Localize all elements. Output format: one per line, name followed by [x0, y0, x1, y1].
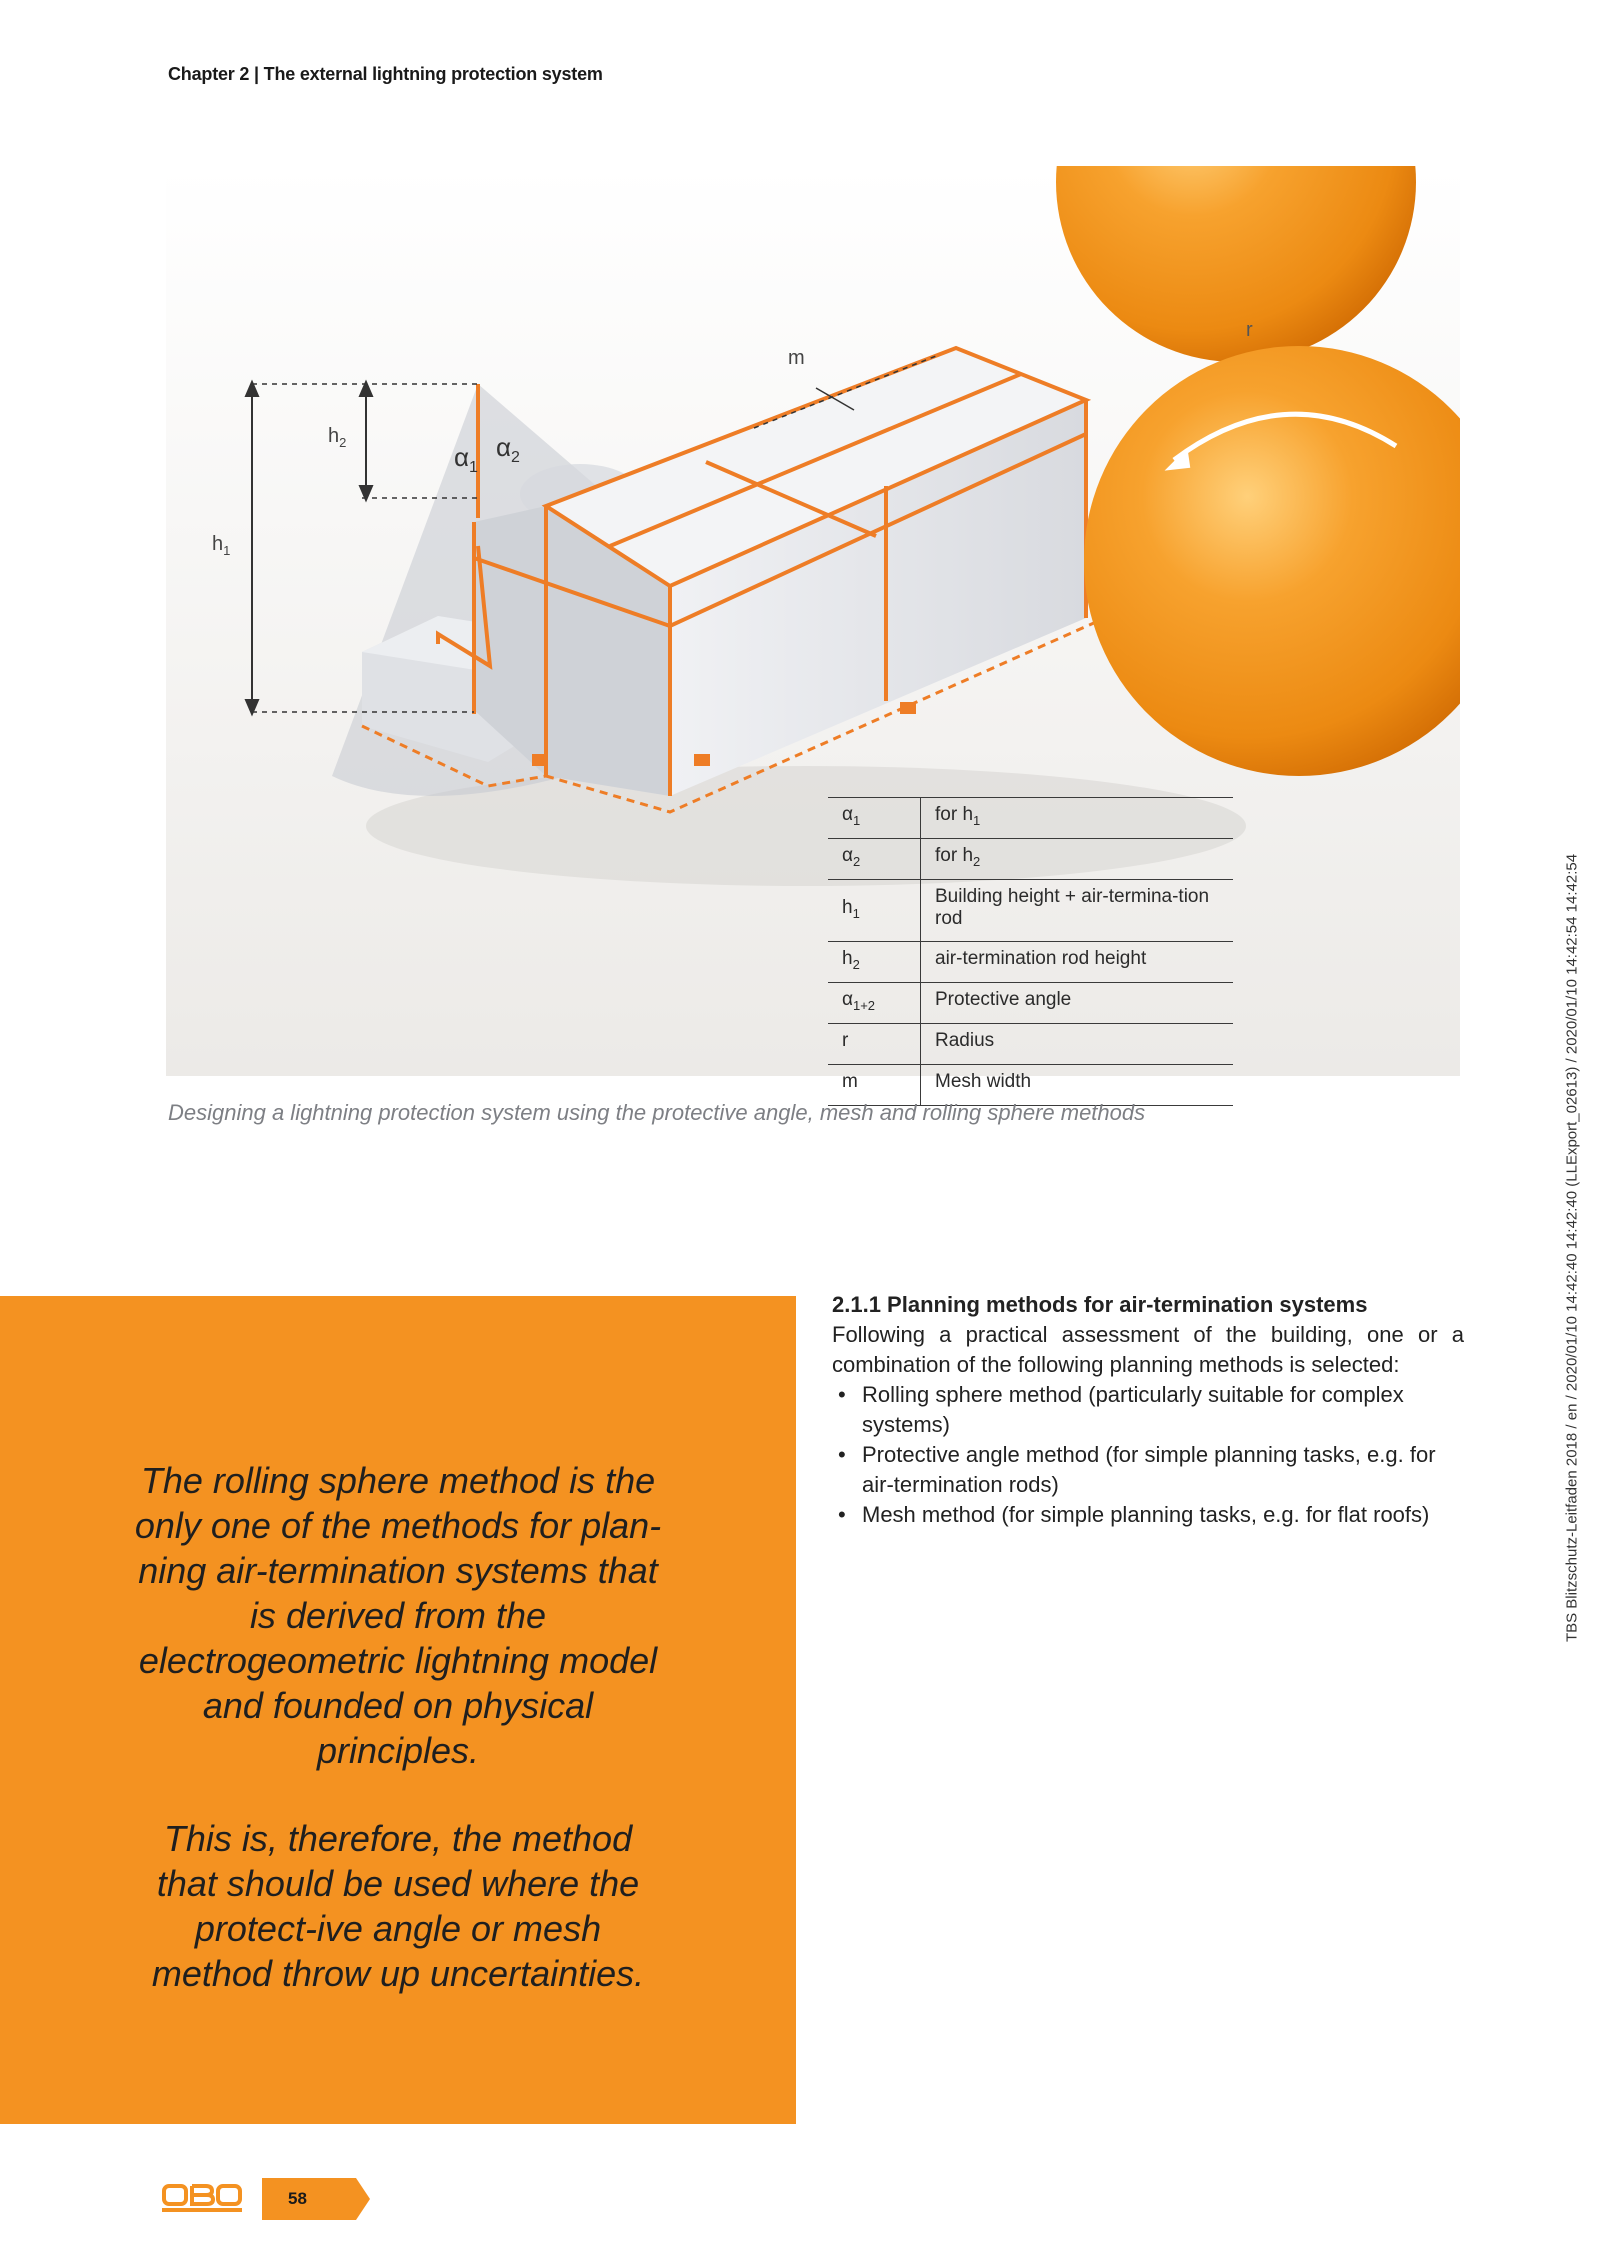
quote-paragraph-2: This is, therefore, the method that should be used where the protect-ive angle or mesh method throw up uncertainties.: [151, 1818, 645, 1994]
quote-box: [0, 1296, 796, 2124]
legend-symbol: [828, 942, 921, 983]
legend-symbol: [828, 1064, 921, 1105]
legend-symbol-text: h: [842, 948, 853, 970]
legend-description-sub: 2: [973, 853, 981, 869]
legend-symbol: [828, 879, 921, 942]
label-h1: $h_1$: [212, 533, 231, 558]
legend-symbol-sub: 2: [852, 957, 860, 973]
legend-description: [921, 942, 1234, 983]
label-alpha1: $\alpha_1$: [454, 442, 478, 476]
legend-symbol-text: α: [842, 989, 853, 1011]
legend-symbol-sub: 1+2: [852, 997, 876, 1013]
planning-methods-section: [832, 1290, 1464, 1530]
legend-row: [828, 1064, 1233, 1105]
legend-description: [921, 838, 1234, 879]
legend-row: [828, 983, 1233, 1024]
label-h2: $h_2$: [328, 425, 347, 450]
page-number: 58: [288, 2189, 307, 2208]
legend-description: [921, 879, 1234, 942]
legend-symbol: [828, 838, 921, 879]
legend-symbol-text: h: [842, 896, 853, 918]
legend-description-sub: 1: [973, 812, 981, 828]
legend-symbol-sub: 2: [852, 853, 861, 869]
legend-description-text: Radius: [935, 1029, 995, 1051]
legend-symbol-sub: 1: [852, 905, 860, 921]
list-item: • Rolling sphere method (particularly suitable for complex systems): [832, 1380, 1464, 1440]
label-alpha2: $\alpha_2$: [496, 432, 520, 466]
legend-description-text: for h: [935, 844, 974, 866]
legend-description: [921, 798, 1234, 839]
chapter-header: Chapter 2 | The external lightning protection system: [168, 64, 603, 84]
section-intro: Following a practical assessment of the building, one or a combination of the following planning methods is selected:: [832, 1322, 1464, 1377]
section-heading: 2.1.1 Planning methods for air-termination systems: [832, 1292, 1368, 1317]
legend-description-text: air-termination rod height: [935, 948, 1147, 970]
legend-symbol-sub: 1: [852, 812, 861, 828]
legend-symbol: [828, 1023, 921, 1064]
legend-symbol-text: m: [842, 1070, 858, 1092]
quote-paragraph-1: The rolling sphere method is the only one of the methods for plan-ning air-termination systems that is derived from the electrogeometric lightning model and founded on physical principles.: [134, 1460, 662, 1771]
label-r: r: [1246, 319, 1253, 341]
legend-symbol-text: r: [842, 1029, 849, 1051]
obo-logo: [160, 2178, 244, 2214]
page-number-tab: [262, 2178, 370, 2220]
methods-list: [832, 1380, 1464, 1530]
legend-description: [921, 1064, 1234, 1105]
side-metadata: TBS Blitzschutz-Leitfaden 2018 / en / 2020/01/10 14:42:40 14:42:40 (LLExport_02613) / 2020/01/10 14:42:54 14:42:54: [1563, 853, 1581, 1643]
legend-row: [828, 1023, 1233, 1064]
legend-description: [921, 983, 1234, 1024]
figure-illustration: [166, 166, 1460, 1076]
legend-description-text: Building height + air-termina-tion rod: [935, 885, 1210, 929]
legend-description-text: Protective angle: [935, 989, 1072, 1011]
legend-row: [828, 942, 1233, 983]
legend-row: [828, 798, 1233, 839]
legend-table: [828, 797, 1233, 1106]
legend-description-text: for h: [935, 804, 974, 825]
list-item: • Protective angle method (for simple planning tasks, e.g. for air-termination rods): [832, 1440, 1464, 1500]
legend-row: [828, 879, 1233, 942]
list-item: • Mesh method (for simple planning tasks, e.g. for flat roofs): [832, 1500, 1464, 1530]
legend-row: [828, 838, 1233, 879]
legend-description: [921, 1023, 1234, 1064]
legend-symbol: [828, 798, 921, 839]
figure-caption: Designing a lightning protection system using the protective angle, mesh and rolling sphere methods: [168, 1100, 1146, 1125]
legend-symbol: [828, 983, 921, 1024]
pull-quote: [130, 1458, 666, 2039]
legend-symbol-text: α: [842, 844, 853, 866]
lightning-protection-illustration: [166, 166, 1460, 1076]
label-m: m: [788, 347, 805, 369]
legend-symbol-text: α: [842, 804, 853, 825]
legend-description-text: Mesh width: [935, 1070, 1032, 1092]
